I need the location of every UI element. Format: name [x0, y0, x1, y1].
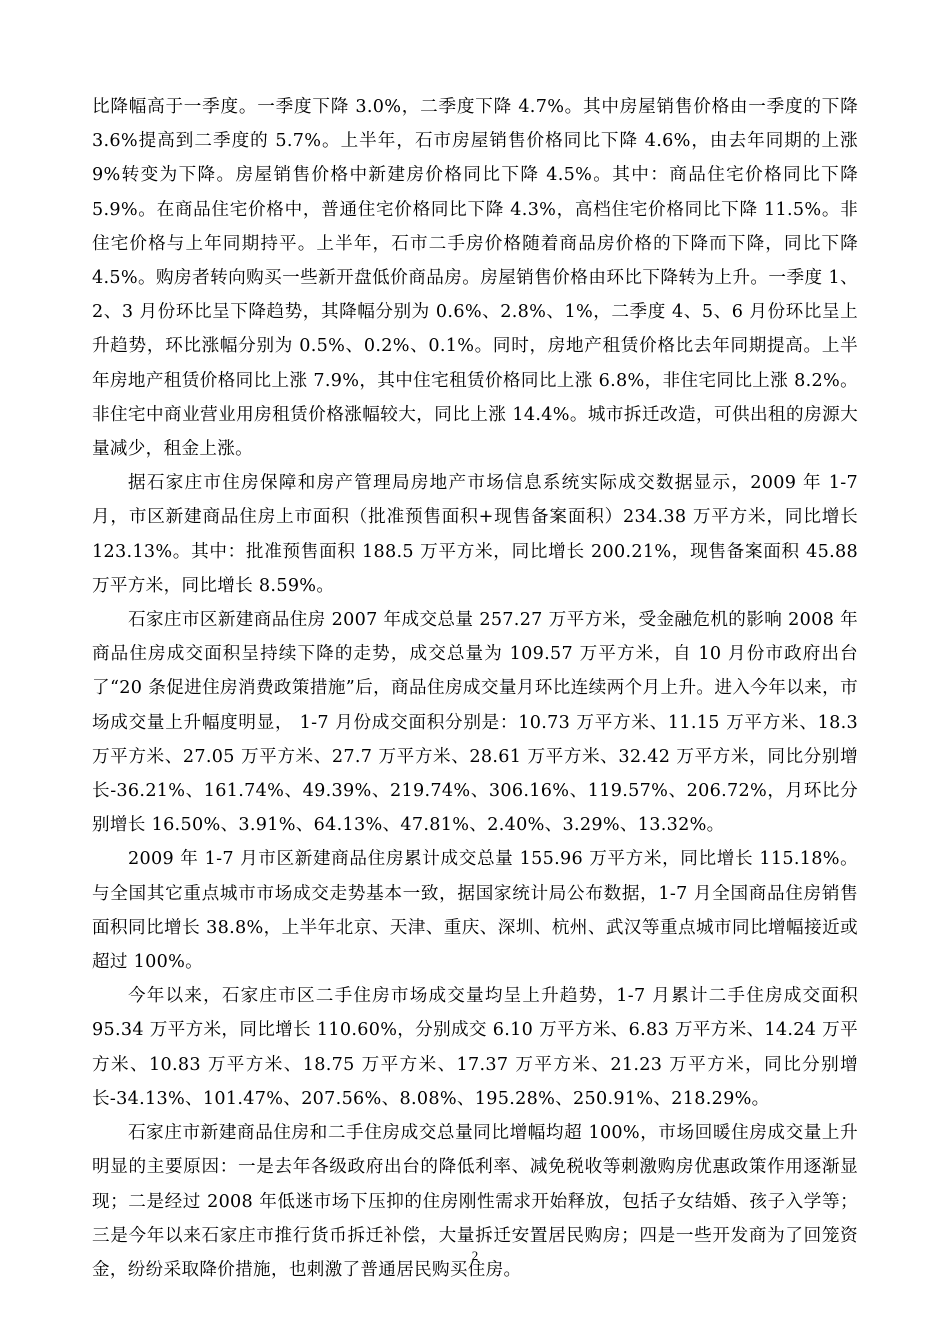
paragraph-monthly-transactions: 石家庄市区新建商品住房 2007 年成交总量 257.27 万平方米，受金融危机的影响 2008 年商品住房成交面积呈持续下降的走势，成交总量为 109.57 万平方米，自 10 月份市政府出台了“20 条促进住房消费政策措施”后，商品住房成交量月环比连续两个月上升。进入今年以来，市场成交量上升幅度明显， 1-7 月份成交面积分别是：10.73 万平方米、11.15 万平方米、18.3 万平方米、27.05 万平方米、27.7 万平方米、28.61 万平方米、32.42 万平方米，同比分别增长-36.21%、161.74%、49.39%、219.74%、306.16%、119.57%、206.72%，月环比分别增长 16.50%、3.91%、64.13%、47.81%、2.40%、3.29%、13.32%。 [92, 610, 858, 836]
paragraph-new-housing-supply: 据石家庄市住房保障和房产管理局房地产市场信息系统实际成交数据显示，2009 年 1-7 月，市区新建商品住房上市面积（批准预售面积+现售备案面积）234.38 万平方米，同比增长 123.13%。其中：批准预售面积 188.5 万平方米，同比增长 200.21%，现售备案面积 45.88 万平方米，同比增长 8.59%。 [92, 473, 858, 596]
paragraph-cumulative-transactions: 2009 年 1-7 月市区新建商品住房累计成交总量 155.96 万平方米，同比增长 115.18%。与全国其它重点城市市场成交走势基本一致，据国家统计局公布数据，1-7 月全国商品住房销售面积同比增长 38.8%，上半年北京、天津、重庆、深圳、杭州、武汉等重点城市同比增幅接近或超过 100%。 [92, 849, 858, 973]
body-text [92, 90, 858, 1287]
paragraph-second-hand-market: 今年以来，石家庄市区二手住房市场成交量均呈上升趋势，1-7 月累计二手住房成交面积 95.34 万平方米，同比增长 110.60%，分别成交 6.10 万平方米、6.83 万平方米、14.24 万平方米、10.83 万平方米、18.75 万平方米、17.37 万平方米、21.23 万平方米，同比分别增长-34.13%、101.47%、207.56%、8.08%、195.28%、250.91%、218.29%。 [92, 986, 858, 1109]
paragraph-market-recovery-reasons: 石家庄市新建商品住房和二手住房成交总量同比增幅均超 100%，市场回暖住房成交量上升明显的主要原因：一是去年各级政府出台的降低利率、减免税收等刺激购房优惠政策作用逐渐显现；二是经过 2008 年低迷市场下压抑的住房刚性需求开始释放，包括子女结婚、孩子入学等；三是今年以来石家庄市推行货币拆迁补偿，大量拆迁安置居民购房；四是一些开发商为了回笼资金，纷纷采取降价措施，也刺激了普通居民购买住房。 [92, 1123, 858, 1280]
page-number: 2 [471, 1248, 479, 1263]
paragraph-price-trends: 比降幅高于一季度。一季度下降 3.0%，二季度下降 4.7%。其中房屋销售价格由一季度的下降 3.6%提高到二季度的 5.7%。上半年，石市房屋销售价格同比下降 4.6%，由去年同期的上涨 9%转变为下降。房屋销售价格中新建房价格同比下降 4.5%。其中：商品住宅价格同比下降 5.9%。在商品住宅价格中，普通住宅价格同比下降 4.3%，高档住宅价格同比下降 11.5%。非住宅价格与上年同期持平。上半年，石市二手房价格随着商品房价格的下降而下降，同比下降 4.5%。购房者转向购买一些新开盘低价商品房。房屋销售价格由环比下降转为上升。一季度 1、2、3 月份环比呈下降趋势，其降幅分别为 0.6%、2.8%、1%，二季度 4、5、6 月份环比呈上升趋势，环比涨幅分别为 0.5%、0.2%、0.1%。同时，房地产租赁价格比去年同期提高。上半年房地产租赁价格同比上涨 7.9%，其中住宅租赁价格同比上涨 6.8%，非住宅同比上涨 8.2%。非住宅中商业营业用房租赁价格涨幅较大，同比上涨 14.4%。城市拆迁改造，可供出租的房源大量减少，租金上涨。 [92, 97, 858, 460]
